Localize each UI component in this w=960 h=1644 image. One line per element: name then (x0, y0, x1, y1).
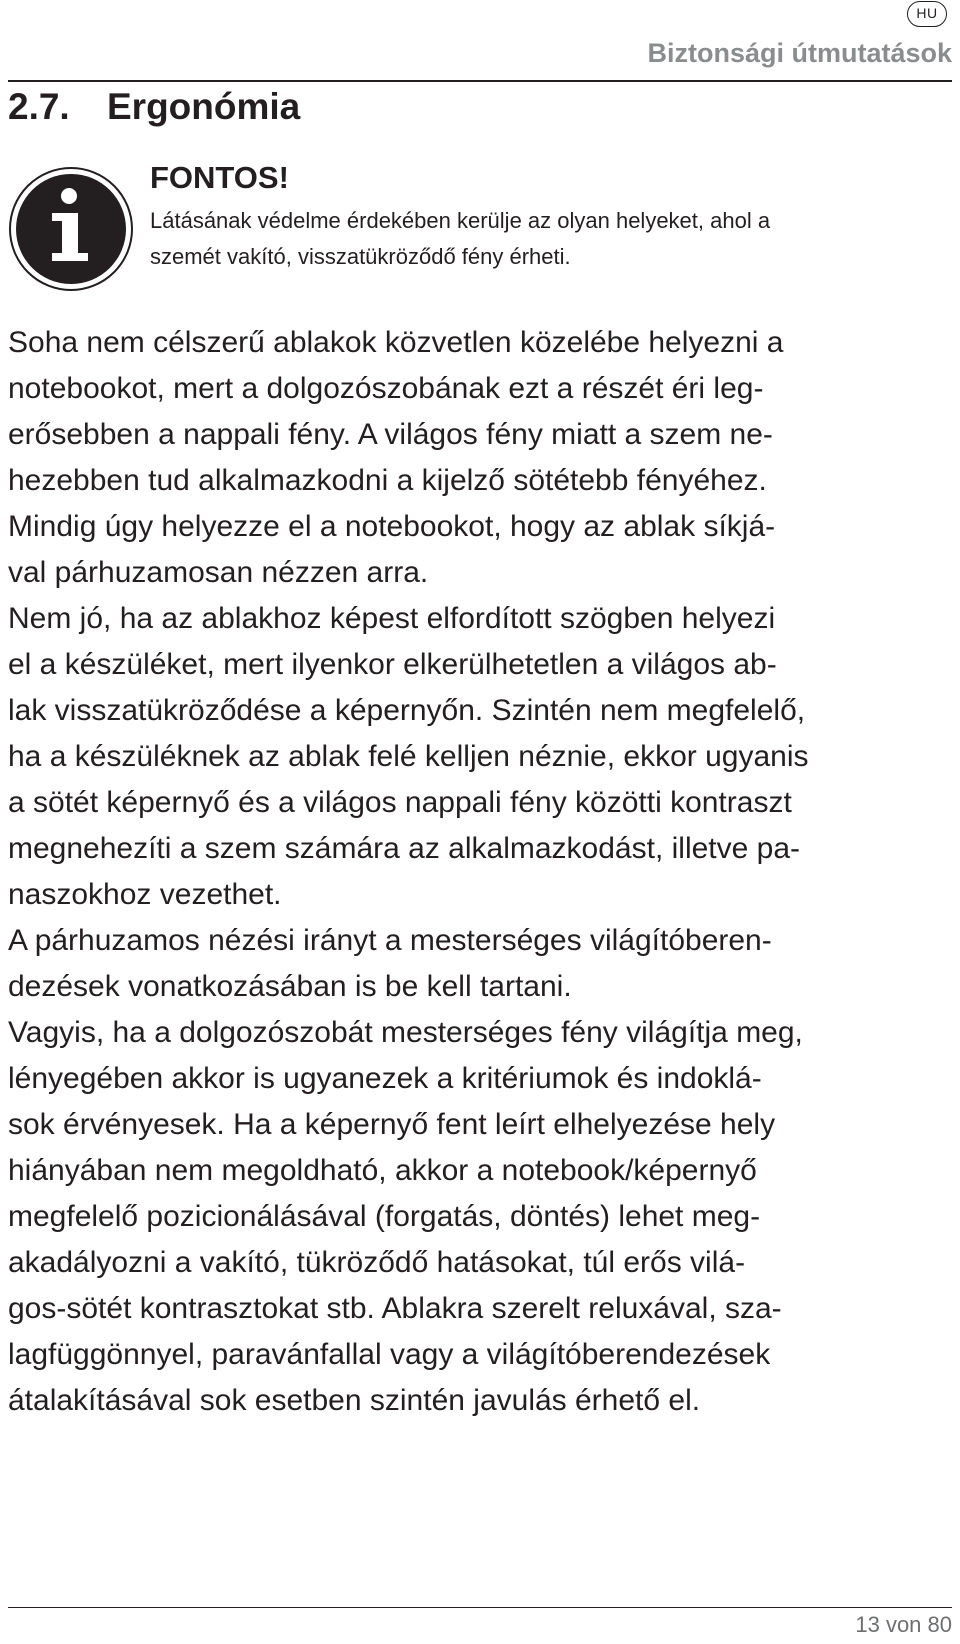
running-header: Biztonsági útmutatások (647, 38, 952, 68)
body-text (8, 320, 948, 1424)
body-paragraph: A párhuzamos nézési irányt a mesterséges világítóberen- dezések vonatkozásában is be kell tartani. (8, 924, 772, 1003)
language-badge: HU (907, 1, 947, 27)
body-paragraph: Soha nem célszerű ablakok közvetlen közelébe helyezni a notebookot, mert a dolgozószobának ezt a részét éri leg- erősebben a nappali fény. A világos fény miatt a szem ne- hezebben tud alkalmazkodni a kijelző sötétebb fényéhez. Mindig úgy helyezze el a notebookot, hogy az ablak síkjá- val párhuzamosan nézzen arra. (8, 326, 784, 589)
body-paragraph: Vagyis, ha a dolgozószobát mesterséges fény világítja meg, lényegében akkor is ugyanezek a kritériumok és indoklá- sok érvényesek. Ha a képernyő fent leírt elhelyezése hely hiányában nem megoldható, akkor a notebook/képernyő megfelelő pozicionálásával (forgatás, döntés) lehet meg- akadályozni a vakító, tükröződő hatásokat, túl erős vilá- gos-sötét kontrasztokat stb. Ablakra szerelt reluxával, sza- lagfüggönnyel, paravánfallal vagy a világítóberendezések átalakításával sok esetben szintén javulás érhető el. (8, 1016, 803, 1417)
page-number: 13 von 80 (855, 1612, 952, 1637)
body-paragraph: Nem jó, ha az ablakhoz képest elfordított szögben helyezi el a készüléket, mert ilyenkor elkerülhetetlen a világos ab- lak visszatükröződése a képernyőn. Szintén nem megfelelő, ha a készüléknek az ablak felé kelljen néznie, ekkor ugyanis a sötét képernyő és a világos nappali fény közötti kontraszt megnehezíti a szem számára az alkalmazkodást, illetve pa- naszokhoz vezethet. (8, 602, 809, 911)
section-title: Ergonómia (107, 86, 301, 127)
info-icon (8, 166, 134, 292)
section-heading (8, 82, 300, 132)
footer-divider (8, 1607, 952, 1608)
notice-label: FONTOS! (150, 160, 289, 195)
notice-text: Látásának védelme érdekében kerülje az olyan helyeket, ahol a szemét vakító, visszatükröződő fény érheti. (150, 208, 771, 269)
section-number: 2.7. (8, 86, 70, 127)
